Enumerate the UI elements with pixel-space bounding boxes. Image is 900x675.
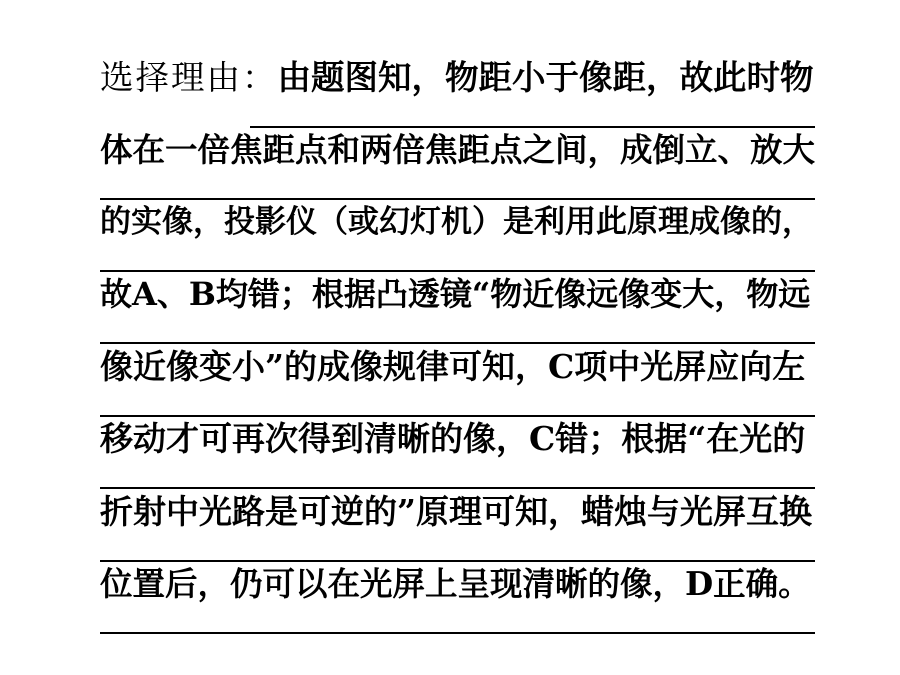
- text-line-5: [100, 347, 815, 419]
- text-line-1-content: 由题图知，物距小于像距，故此时物: [277, 58, 814, 97]
- text-line-6: [100, 419, 815, 491]
- underline-5: [100, 415, 815, 417]
- text-line-3: [100, 202, 815, 274]
- text-line-1: [100, 58, 815, 130]
- text-line-3-content: 的实像，投影仪（或幻灯机）是利用此原理成像的，: [100, 204, 813, 240]
- underline-1: [250, 126, 815, 128]
- text-line-2: [100, 130, 815, 202]
- text-line-4: [100, 274, 815, 346]
- text-line-6-content: 移动才可再次得到清晰的像，C错；根据“在光的: [100, 419, 806, 458]
- text-line-4-content: 故A、B均错；根据凸透镜“物近像远像变大，物远: [100, 275, 811, 313]
- text-line-5-content: 像近像变小”的成像规律可知，C项中光屏应向左: [100, 347, 806, 386]
- underline-7: [100, 560, 815, 562]
- text-line-8-content: 位置后，仍可以在光屏上呈现清晰的像，D正确。: [100, 564, 811, 603]
- text-line-8: [100, 564, 815, 636]
- underline-3: [100, 270, 815, 272]
- explanation-text: [100, 0, 815, 675]
- text-line-7: [100, 492, 815, 564]
- underline-2: [100, 198, 815, 200]
- answer-reason-label: 选择理由：: [100, 58, 278, 97]
- underline-8: [100, 632, 815, 634]
- text-line-2-content: 体在一倍焦距点和两倍焦距点之间，成倒立、放大: [100, 130, 816, 169]
- underline-6: [100, 487, 815, 489]
- underline-4: [100, 342, 815, 344]
- text-line-7-content: 折射中光路是可逆的”原理可知，蜡烛与光屏互换: [100, 492, 812, 531]
